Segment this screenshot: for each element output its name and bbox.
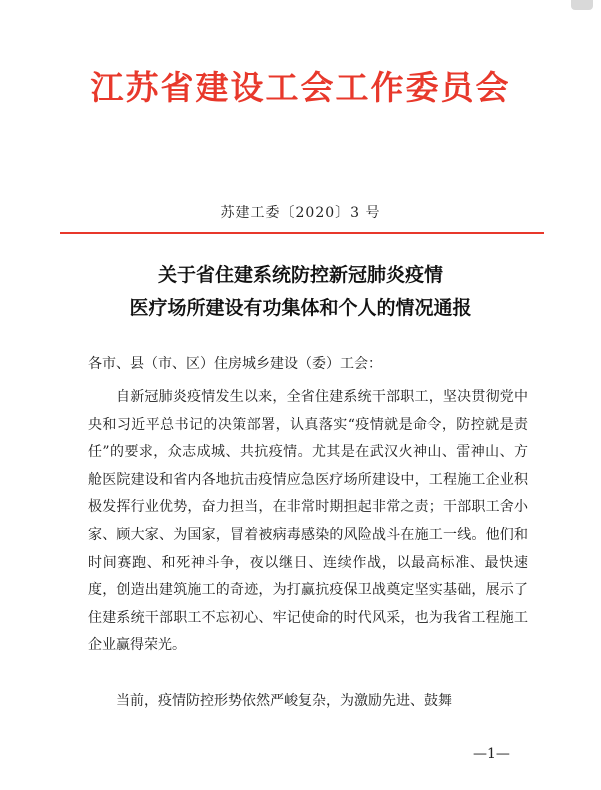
issuing-organization-header: 江苏省建设工会工作委员会 (90, 68, 511, 107)
body-paragraph-2: 当前，疫情防控形势依然严峻复杂，为激励先进、鼓舞 (116, 693, 452, 709)
salutation: 各市、县（市、区）住房城乡建设（委）工会： (88, 356, 382, 372)
document-title-line-2: 医疗场所建设有功集体和个人的情况通报 (129, 297, 472, 319)
corner-tab (571, 0, 593, 10)
header-red-divider (60, 232, 544, 234)
body-paragraph-1: 自新冠肺炎疫情发生以来，全省住建系统干部职工，坚决贯彻党中央和习近平总书记的决策部署，认真落实“疫情就是命令，防控就是责任”的要求，众志成城、共抗疫情。尤其是在武汉火神山、雷神山、方舱医院建设和省内各地抗击疫情应急医疗场所建设中，工程施工企业积极发挥行业优势，奋力担当，在非常时期担起非常之责；干部职工舍小家、顾大家、为国家，冒着被病毒感染的风险战斗在施工一线。他们和时间赛跑、和死神斗争，夜以继日、连续作战，以最高标准、最快速度，创造出建筑施工的奇迹，为打赢抗疫保卫战奠定坚实基础，展示了住建系统干部职工不忘初心、牢记使命的时代风采，也为我省工程施工企业赢得荣光。 (88, 389, 528, 654)
document-title-line-1: 关于省住建系统防控新冠肺炎疫情 (157, 264, 443, 286)
document-number: 苏建工委〔2020〕3 号 (220, 205, 381, 221)
page-number: —1— (473, 746, 510, 762)
